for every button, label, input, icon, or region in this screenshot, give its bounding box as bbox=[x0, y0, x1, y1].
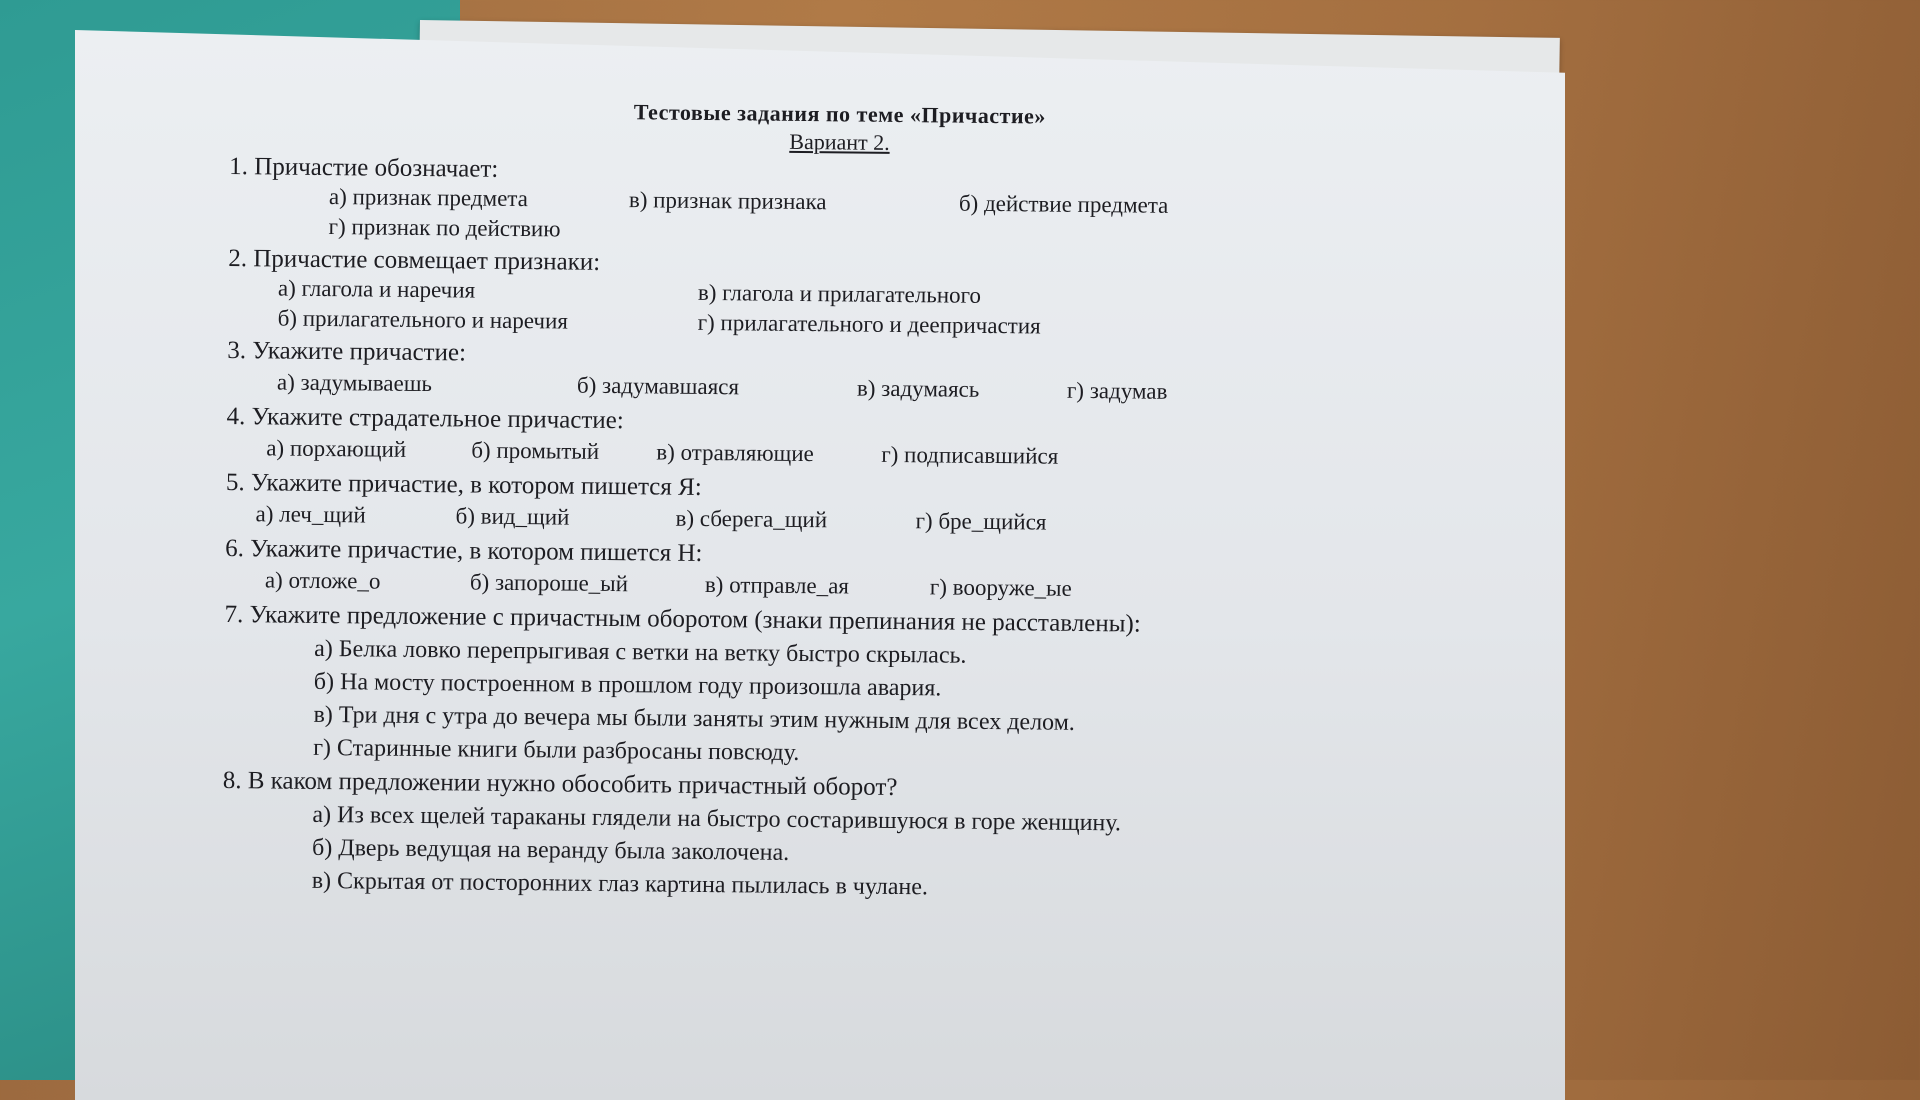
answer-option: г) бре_щийся bbox=[915, 508, 1047, 535]
answer-option: б) прилагательного и наречия bbox=[277, 305, 569, 334]
answer-option: б) запороше_ый bbox=[469, 569, 629, 597]
answer-option: б) На мосту построенном в прошлом году произошла авария. bbox=[313, 668, 942, 702]
answer-option: г) прилагательного и деепричастия bbox=[697, 309, 1041, 339]
question-5 bbox=[225, 469, 1346, 543]
answer-option: г) вооруже_ые bbox=[929, 574, 1072, 601]
question-text: 8. В каком предложении нужно обособить причастный оборот? bbox=[222, 766, 898, 802]
answer-option: а) признак предмета bbox=[328, 184, 529, 212]
answer-option: а) отложе_о bbox=[264, 567, 381, 594]
answer-option: а) леч_щий bbox=[255, 501, 366, 528]
answer-option: б) промытый bbox=[471, 437, 600, 464]
answer-option: б) вид_щий bbox=[455, 503, 570, 530]
answer-option: в) Три дня с утра до вечера мы были заняты этим нужным для всех делом. bbox=[313, 701, 1075, 736]
question-8 bbox=[222, 767, 1343, 906]
question-text: 6. Укажите причастие, в котором пишется Н: bbox=[225, 534, 703, 567]
document-content bbox=[222, 95, 1350, 912]
question-1 bbox=[228, 153, 1349, 253]
answer-option: б) действие предмета bbox=[958, 190, 1169, 218]
question-text: 1. Причастие обозначает: bbox=[229, 152, 499, 183]
question-3 bbox=[227, 337, 1348, 411]
answer-option: в) Скрытая от посторонних глаз картина пылилась в чулане. bbox=[311, 867, 929, 901]
answer-option: в) задумаясь bbox=[856, 375, 980, 402]
answer-option: в) сберега_щий bbox=[675, 505, 828, 533]
answer-option: а) глагола и наречия bbox=[277, 275, 476, 303]
answer-option: г) подписавшийся bbox=[881, 441, 1059, 469]
document-title: Тестовые задания по теме «Причастие» bbox=[633, 99, 1047, 129]
answer-option: г) признак по действию bbox=[328, 214, 561, 242]
answer-option: в) отправле_ая bbox=[704, 572, 850, 599]
question-text: 4. Укажите страдательное причастие: bbox=[226, 402, 624, 435]
question-2 bbox=[228, 245, 1349, 345]
answer-option: в) глагола и прилагательного bbox=[697, 279, 982, 308]
answer-option: г) Старинные книги были разбросаны повсюду. bbox=[313, 734, 800, 766]
question-6 bbox=[225, 535, 1346, 609]
question-text: 5. Укажите причастие, в котором пишется Я: bbox=[225, 468, 702, 501]
question-7 bbox=[223, 601, 1345, 773]
answer-option: а) задумываешь bbox=[276, 369, 433, 397]
question-text: 7. Укажите предложение с причастным оборотом (знаки препинания не расставлены): bbox=[224, 600, 1141, 638]
answer-option: б) задумавшаяся bbox=[576, 372, 740, 400]
answer-option: а) порхающий bbox=[266, 435, 407, 462]
answer-option: а) Белка ловко перепрыгивая с ветки на ветку быстро скрылась. bbox=[314, 635, 967, 669]
answer-option: в) отравляющие bbox=[656, 439, 814, 467]
variant-label: Вариант 2. bbox=[789, 128, 890, 155]
question-text: 2. Причастие совмещает признаки: bbox=[228, 244, 601, 276]
answer-option: г) задумав bbox=[1066, 377, 1168, 404]
answer-option: б) Дверь ведущая на веранду была заколочена. bbox=[311, 834, 790, 866]
question-4 bbox=[226, 403, 1347, 477]
answer-option: в) признак признака bbox=[628, 187, 827, 215]
question-text: 3. Укажите причастие: bbox=[227, 336, 467, 367]
answer-option: а) Из всех щелей тараканы глядели на быстро состарившуюся в горе женщину. bbox=[312, 801, 1122, 837]
